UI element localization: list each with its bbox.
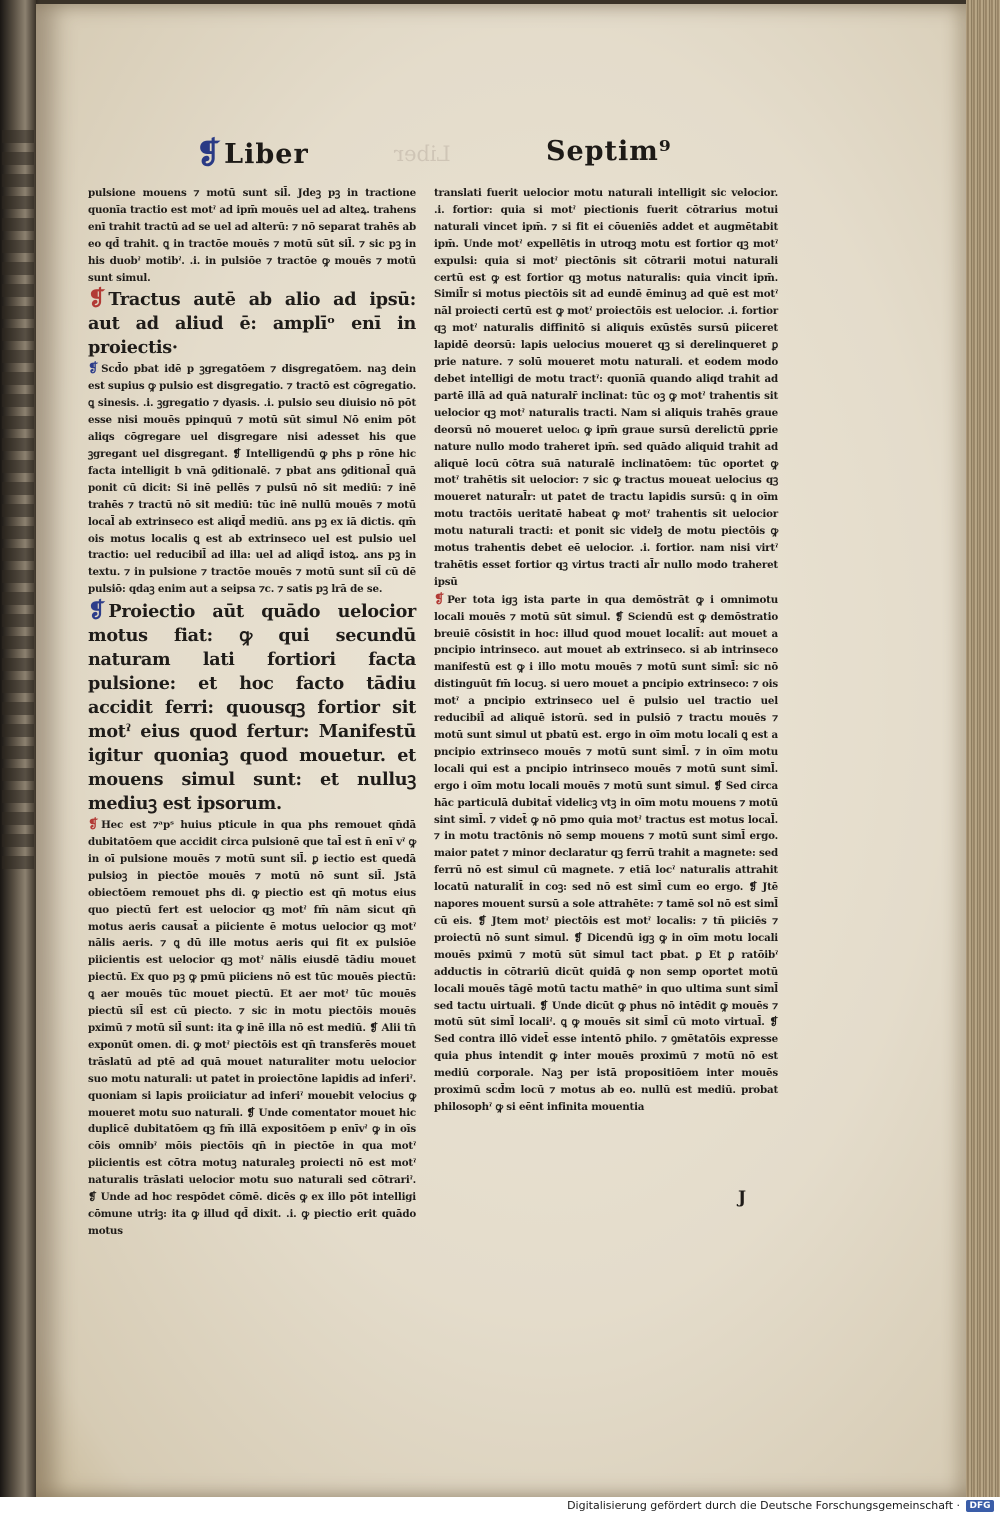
left-paragraph-3-text: Hec est ⁊ᵃpˢ huius pticule in qua phs remouet qn̄dā dubitatōem que accidit circa pulsionē que tal̄ est n̄ enī vˀ ꝙ in oī pulsione mouēs ⁊ motū sunt sil̄. ꝑ iectio est quedā pulsioꝫ in piectōe mouēs ⁊ motū nō sunt sil̄. Jstā obiectōem remouet phs di. ꝙ piectio est qn̄ motus eius quo piectū fert est uelocior qꝫ motˀ fm̄ nām sicut qn̄ motus aeris causat̄ a piiciente ē motus uelocior qꝫ motˀ nālis aeris. ⁊ ꝗ dū ille motus aeris qui fit ex pulsiōe piicientis est uelocior qꝫ motˀ nālis eiusdē tādiu mouet piectū. Ex quo pꝫ ꝙ pmū piiciens nō est tūc mouēs piectū: ꝗ aer mouēs tūc mouet piectū. Et aer motˀ tūc mouēs piectū sil̄ est cū piecto. ⁊ sic in motu piectōis mouēs pximū ⁊ motū sil̄ sunt: ita ꝙ inē illa nō est mediū. ❡ Alii tn̄ exponūt omen. di. ꝙ motˀ piectōis est qn̄ transferēs mouet trāslatū ad ptē ad quā mouet naturaliter motu uelocior suo motu naturali: ut patet in proiectōne lapidis ad inferiˀ. quoniam si lapis proiiciatur ad inferiˀ mouebit velocius ꝙ moueret motu suo naturali. ❡ Unde comentator mouet hic duplicē dubitatōem qꝫ fm̄ illā expositōem p enīvˀ ꝙ in oīs cōis omnibˀ mōis piectōis qn̄ in piectōe in qua motˀ piicientis est cōtra motuꝫ naturaleꝫ proiecti nō est motˀ naturalis trāslati uelocior motu suo naturali sed cōtrariˀ. ❡ Unde ad hoc respōdet cōmē. dicēs ꝙ ex illo pōt intelligi cōmune utriꝫ: ita ꝙ illud qd̄ dixit. .i. ꝙ piectio erit quādo motus	[88, 819, 416, 1237]
running-head-left	[196, 136, 309, 171]
left-margin-scraps	[0, 130, 34, 890]
running-head-left-text: Liber	[224, 139, 309, 170]
left-paragraph-1: pulsione mouens ⁊ motū sunt sil̄. Jdeꝫ pꝫ in tractione quonīa tractio est motˀ ad ipm̄ mouēs uel ad alteꝝ. trahens enī trahit tractū ad se uel ad alterū: ⁊ nō separat trahēs ab eo qd̄ trahit. ꝗ in tractōe mouēs ⁊ motū sūt sil̄. ⁊ sic pꝫ in his duobˀ motibˀ. .i. in pulsiōe ⁊ tractōe ꝙ mouēs ⁊ motū sunt simul.	[88, 187, 416, 284]
running-head-right: Septim⁹	[546, 136, 672, 167]
paragraph-mark-icon: ❡	[88, 360, 99, 376]
footer-credit: Digitalisierung gefördert durch die Deutsche Forschungsgemeinschaft ·	[567, 1499, 960, 1512]
left-lemma-1	[88, 286, 416, 360]
left-paragraph-2-text: Scd̄o pbat idē p ꝫgregatōem ⁊ disgregatōem. naꝫ dein est supius ꝙ pulsio est disgregatio. ⁊ tractō est cōgregatio. ꝗ sinesis. .i. ꝫgregatio ⁊ dyasis. .i. pulsio seu diuisio nō pōt esse nisi mouēs ppinquū ⁊ motū sūt simul Nō enim pōt aliqs cōgregare uel disgregare nisi adesset his que ꝫgregant uel disgregant. ❡ Intelligendū ꝙ phs p rōne hic facta intelligit b vnā ꝯditionalē. ⁊ pbat ans ꝯditional̄ quā ponit cū dicit: Si inē pellēs ⁊ pulsū nō sit mediū: ⁊ inē trahēs ⁊ tractū nō sit mediū: tūc inē nullū mouēs ⁊ motū local̄ ab extrinseco est aliqd̄ mediū. ans pꝫ ex iā dictis. qm̄ ois motus localis ꝗ est ab extrinseco uel est pulsio uel tractio: uel reducibil̄ ad illa: uel ad aliqd̄ istoꝝ. ans pꝫ in textu. ⁊ in pulsione ⁊ tractōe mouēs ⁊ motū sunt sil̄ cū dē pulsiō: qdaꝫ enim aut a seipsa ⁊c. ⁊ satis pꝫ lrā de se.	[88, 363, 416, 596]
paragraph-mark-icon: ❡	[434, 590, 445, 606]
running-head	[36, 136, 966, 176]
left-page-edge	[0, 0, 36, 1497]
right-paragraph-1: translati fuerit uelocior motu naturali intelligit sic velocior. .i. fortior: quia si motˀ piectionis fuerit cōtrarius motui naturali vincet ipm̄. ⁊ si fit ei cōueniēs addet et augmētabit ipm̄. Unde motˀ expellētis in utroqꝫ motu est fortior qꝫ motˀ expulsi: quia si motˀ piectōnis sit cōtrarii motui naturali certū est ꝙ est fortior qꝫ motus naturalis: quia vincit ipm̄. Simil̄r si motus piectōis sit ad eundē ēminuꝫ ad quē est motˀ nāl proiecti certū est ꝙ motˀ proiectōis est uelocior. .i. fortior qꝫ motˀ naturalis diffinitō si aliquis exūstēs sursū piiceret lapidē deorsū: lapis uelocius moueret qꝫ si derelinqueret ꝑ prie nature. ⁊ solū moueret motu naturali. et eodem modo debet intelligi de motu tractˀ: quonīā quando aliqd trahit ad partē illā ad quā naturalr̄ inclinat: tūc oꝫ ꝙ motˀ trahentis sit uelocior qꝫ motˀ naturalis tracti. Nam si aliquis trahēs graue deorsū nō moueret uelocᵢ ꝙ ipm̄ graue sursū derelictū ꝑprie nature nullo modo traheret ipm̄. sed quādo aliquid trahit ad aliquē locū cōtra suā naturalē inclinatōem: tūc oportet ꝙ motˀ trahētis sit uelocior: ⁊ sic ꝙ tractus moueat uelocius qꝫ moueret natural̄r: ut patet de tractu lapidis sursū: ꝗ in oīm motu tractōis ueritatē habeat ꝙ motˀ trahentis sit uelocior motu naturali tracti: et ponit sic videlꝫ de motu piectōis ꝙ motus trahentis debet eē uelocior. .i. fortior. nam nisi virtˀ trahētis esset fortior qꝫ virtus tracti al̄r nullo modo traheret ipsū	[434, 187, 778, 588]
page-stack-edge	[966, 0, 1000, 1497]
left-lemma-2-text: Proiectio aūt quādo uelocior motus fiat: ꝙ qui secundū naturam lati fortiori facta pulsione: et hoc facto tādiu accidit ferri: quousqꝫ fortior sit motˀ eius quod fertur: Manifestū igitur quoniaꝫ quod mouetur. et mouens simul sunt: et nulluꝫ mediuꝫ est ipsorum.	[88, 601, 416, 815]
right-paragraph-2	[434, 591, 778, 1116]
show-through-text: Liber	[394, 142, 451, 166]
paragraph-mark-icon: ❡	[196, 136, 223, 171]
paragraph-mark-icon: ❡	[88, 597, 106, 623]
left-lemma-1-text: Tractus autē ab alio ad ipsū: aut ad aliud ē: amplīᵒ enī in proiectis·	[88, 289, 416, 359]
dfg-logo: DFG	[966, 1500, 994, 1512]
left-column	[88, 185, 416, 1240]
left-paragraph-3	[88, 816, 416, 1240]
left-lemma-2	[88, 598, 416, 816]
footer-bar	[0, 1497, 1000, 1515]
left-paragraph-2	[88, 360, 416, 598]
book-page	[36, 4, 966, 1497]
signature-mark: J	[738, 1188, 747, 1208]
paragraph-mark-icon: ❡	[88, 816, 99, 832]
right-column	[434, 185, 778, 1116]
paragraph-mark-icon: ❡	[88, 285, 106, 311]
right-paragraph-2-text: Per tota igꝫ ista parte in qua demōstrāt ꝙ i omnimotu locali mouēs ⁊ motū sūt simul. ❡ Sciendū est ꝙ demōstratio breuiē cōsistit in hoc: illud quod mouet localit̄: aut mouet a pncipio intrinseco. aut mouet ab extrinseco. si ab intrinseco manifestū est ꝙ i illo motu mouēs ⁊ motū sunt siml̄: sic nō distinguūt fm̄ locuꝫ. si uero mouet a pncipio extrinseco: ⁊ ois motˀ a pncipio extrinseco uel ē pulsio uel tractio uel reducibil̄ ad aliquē istorū. sed in pulsiō ⁊ tractu mouēs ⁊ motū sunt simul ut pbatū est. ergo in oīm motu locali ꝗ est a pncipio extrinseco mouēs ⁊ motū sunt siml̄. ⁊ in oīm motu locali qui est a pncipio intrinseco mouēs ⁊ motū sunt siml̄. ergo i oīm motu locali mouēs ⁊ motū sunt simul. ❡ Sed circa hāc particulā dubitat̄ videlicꝫ vtꝫ in oīm motu mouens ⁊ motū sint siml̄. ⁊ videt̄ ꝙ nō pmo quia motˀ tractus est motus local̄. ⁊ in motu tractōnis nō semp mouens ⁊ motū sunt siml̄ ergo. maior patet ⁊ minor declaratur qꝫ ferrū trahit a magnete: sed ferrū nō est simul cū magnete. ⁊ etiā locˀ naturalis attrahit locatū naturalit̄ in coꝫ: sed nō est siml̄ cum eo ergo. ❡ Jtē napores mouent sursū a sole attrahēte: ⁊ tamē sol nō est siml̄ cū eis. ❡ Jtem motˀ piectōis est motˀ localis: ⁊ tn̄ piiciēs ⁊ proiectū nō sunt simul. ❡ Dicendū igꝫ ꝙ in oīm motu locali mouēs pximū ⁊ motū sūt simul tact pbat. ꝑ Et ꝑ ratōibˀ adductis in cōtrariū dicūt quidā ꝙ non semp oportet motū locali mouēs tāgē motū tactu mathēᵒ in quo ultima sunt siml̄ sed tactu uirtuali. ❡ Unde dicūt ꝙ phus nō intēdit ꝙ mouēs ⁊ motū sūt siml̄ localiˀ. ꝗ ꝙ mouēs sit siml̄ cū moto virtual̄. ❡ Sed contra illō videt̄ esse intentō philo. ⁊ ꝯmētatōis expresse quia phus intendit ꝙ inter mouēs proximū ⁊ motū nō est mediū corporale. Naꝫ per istā propositiōem inter mouēs proximū scd̄m locū ⁊ motus ab eo. nullū est mediū. probat philosophˀ ꝙ si eēnt infinita mouentia	[434, 593, 778, 1113]
